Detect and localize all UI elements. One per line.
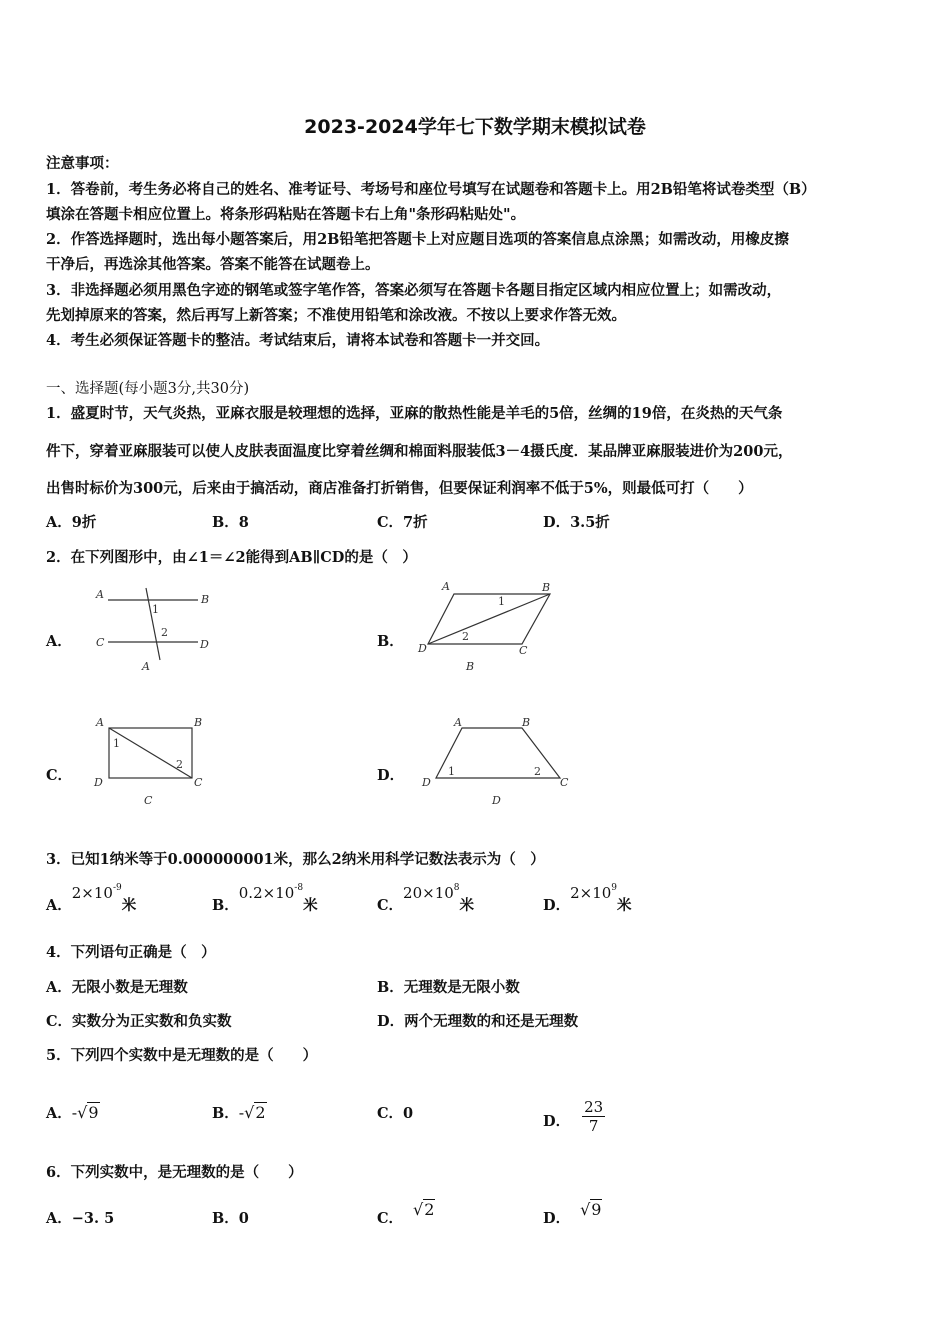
question-2-stem: 2．在下列图形中，由∠1＝∠2能得到AB∥CD的是（ ） <box>46 549 417 566</box>
q2-option-a[interactable]: A． <box>46 633 72 650</box>
unit-label: 米 <box>303 897 318 914</box>
label-c: C <box>560 776 569 789</box>
label-a: A <box>454 716 462 729</box>
sqrt-9: √9 <box>580 1200 602 1219</box>
angle-1-label: 1 <box>113 737 120 750</box>
option-letter: B． <box>212 897 239 914</box>
sci-notation: $2\times 10^{-9}$ <box>71 883 122 902</box>
label-d: D <box>94 776 103 789</box>
q3-option-b[interactable] <box>212 883 318 915</box>
q5-option-c[interactable]: C．0 <box>377 1105 414 1122</box>
question-1-line: 出售时标价为300元，后来由于搞活动，商店准备打折销售，但要保证利润率不低于5%，则最低可打（ ） <box>46 480 753 497</box>
notice-line: 3．非选择题必须用黑色字迹的钢笔或签字笔作答，答案必须写在答题卡各题目指定区域内相应位置上；如需改动， <box>46 282 782 299</box>
unit-label: 米 <box>121 897 137 914</box>
option-letter: C． <box>377 897 404 914</box>
q2-option-c[interactable]: C． <box>46 767 73 784</box>
sci-notation: $2\times 10^9$ <box>570 883 618 902</box>
option-letter: C． <box>377 1210 404 1227</box>
option-letter: B． <box>212 1105 239 1122</box>
q2-option-b[interactable]: B． <box>377 633 404 650</box>
q1-option-c[interactable]: C．7折 <box>377 514 428 531</box>
angle-1-label: 1 <box>152 603 159 616</box>
label-a-bottom: A <box>142 660 150 673</box>
sci-notation: $20\times 10^8$ <box>403 883 460 902</box>
notice-line: 2．作答选择题时，选出每小题答案后，用2B铅笔把答题卡上对应题目选项的答案信息点涂黑；如需改动，用橡皮擦 <box>46 231 789 248</box>
q5-option-b[interactable] <box>212 1102 267 1123</box>
q6-option-c[interactable] <box>377 1200 435 1228</box>
option-letter: A． <box>46 1105 72 1122</box>
fraction-23-7: $\frac{23}{7}$ <box>584 1098 604 1135</box>
option-letter: C． <box>377 1105 404 1122</box>
notice-line: 干净后，再选涂其他答案。答案不能答在试题卷上。 <box>46 256 380 273</box>
notice-line: 4．考生必须保证答题卡的整洁。考试结束后，请将本试卷和答题卡一并交回。 <box>46 332 550 349</box>
q1-option-d[interactable]: D．3.5折 <box>543 514 610 531</box>
label-d: D <box>422 776 431 789</box>
option-letter: D． <box>543 1113 571 1130</box>
angle-1-label: 1 <box>498 595 505 608</box>
question-1-line: 件下，穿着亚麻服装可以使人皮肤表面温度比穿着丝绸和棉面料服装低3－4摄氏度．某品牌亚麻服装进价为200元， <box>46 443 793 460</box>
q6-option-a[interactable]: A．−3. 5 <box>46 1210 115 1227</box>
q2-figure-a <box>88 580 228 675</box>
angle-2-label: 2 <box>176 758 183 771</box>
neg-sqrt-2: -√2 <box>238 1103 266 1122</box>
question-6-stem: 6．下列实数中，是无理数的是（ ） <box>46 1164 303 1181</box>
question-5-stem: 5．下列四个实数中是无理数的是（ ） <box>46 1047 318 1064</box>
label-b: B <box>542 581 551 594</box>
label-b-bottom: B <box>466 660 475 673</box>
sqrt-2: √2 <box>413 1200 435 1219</box>
q3-option-c[interactable] <box>377 883 475 915</box>
option-letter: D． <box>543 1210 571 1227</box>
unit-label: 米 <box>459 897 475 914</box>
notice-line: 填涂在答题卡相应位置上。将条形码粘贴在答题卡右上角"条形码粘贴处"。 <box>46 206 526 223</box>
label-c: C <box>194 776 203 789</box>
q5-option-d[interactable] <box>543 1098 605 1139</box>
q1-option-b[interactable]: B．8 <box>212 514 249 531</box>
question-4-stem: 4．下列语句正确是（ ） <box>46 944 216 961</box>
q2-option-d[interactable]: D． <box>377 767 405 784</box>
q6-option-d[interactable] <box>543 1200 602 1228</box>
section-heading: 一、选择题(每小题3分,共30分) <box>46 381 250 397</box>
q3-option-a[interactable] <box>46 883 137 915</box>
question-1-line: 1．盛夏时节，天气炎热，亚麻衣服是较理想的选择，亚麻的散热性能是羊毛的5倍，丝绸的19倍，在炎热的天气条 <box>46 405 783 422</box>
q4-option-c[interactable]: C．实数分为正实数和负实数 <box>46 1013 232 1030</box>
neg-sqrt-9: -√9 <box>71 1103 99 1122</box>
notice-line: 1．答卷前，考生务必将自己的姓名、准考证号、考场号和座位号填写在试题卷和答题卡上。用2B铅笔将试卷类型（B） <box>46 181 816 198</box>
q2-figure-b <box>414 576 564 676</box>
label-a: A <box>442 580 450 593</box>
option-letter: A． <box>46 1210 72 1227</box>
angle-2-label: 2 <box>534 765 541 778</box>
q4-option-d[interactable]: D．两个无理数的和还是无理数 <box>377 1013 579 1030</box>
label-d: D <box>200 638 209 651</box>
q1-option-a[interactable]: A．9折 <box>46 514 97 531</box>
option-letter: D． <box>543 897 571 914</box>
angle-2-label: 2 <box>161 626 168 639</box>
q4-option-a[interactable]: A．无限小数是无理数 <box>46 979 188 996</box>
sci-notation: $0.2\times 10^{-8}$ <box>238 883 304 902</box>
label-b: B <box>201 593 210 606</box>
label-a: A <box>96 588 104 601</box>
label-a: A <box>96 716 104 729</box>
q5-option-a[interactable] <box>46 1102 100 1123</box>
angle-2-label: 2 <box>462 630 469 643</box>
notice-heading: 注意事项： <box>46 155 119 172</box>
notice-line: 先划掉原来的答案，然后再写上新答案；不准使用铅笔和涂改液。不按以上要求作答无效。 <box>46 307 626 324</box>
q2-figure-d <box>414 712 574 812</box>
angle-1-label: 1 <box>448 765 455 778</box>
option-letter: B． <box>212 1210 239 1227</box>
q4-option-b[interactable]: B．无理数是无限小数 <box>377 979 520 996</box>
label-c: C <box>96 636 105 649</box>
q2-figure-c <box>88 712 228 812</box>
q6-option-b[interactable]: B．0 <box>212 1210 249 1227</box>
label-c: C <box>519 644 528 657</box>
label-d: D <box>418 642 427 655</box>
page-title: 2023-2024学年七下数学期末模拟试卷 <box>304 116 646 138</box>
unit-label: 米 <box>617 897 632 914</box>
label-c-bottom: C <box>144 794 153 807</box>
question-3-stem: 3．已知1纳米等于0.000000001米，那么2纳米用科学记数法表示为（ ） <box>46 851 545 868</box>
option-letter: A． <box>46 897 72 914</box>
label-d-bottom: D <box>492 794 501 807</box>
label-b: B <box>194 716 203 729</box>
label-b: B <box>522 716 531 729</box>
q3-option-d[interactable] <box>543 883 632 915</box>
